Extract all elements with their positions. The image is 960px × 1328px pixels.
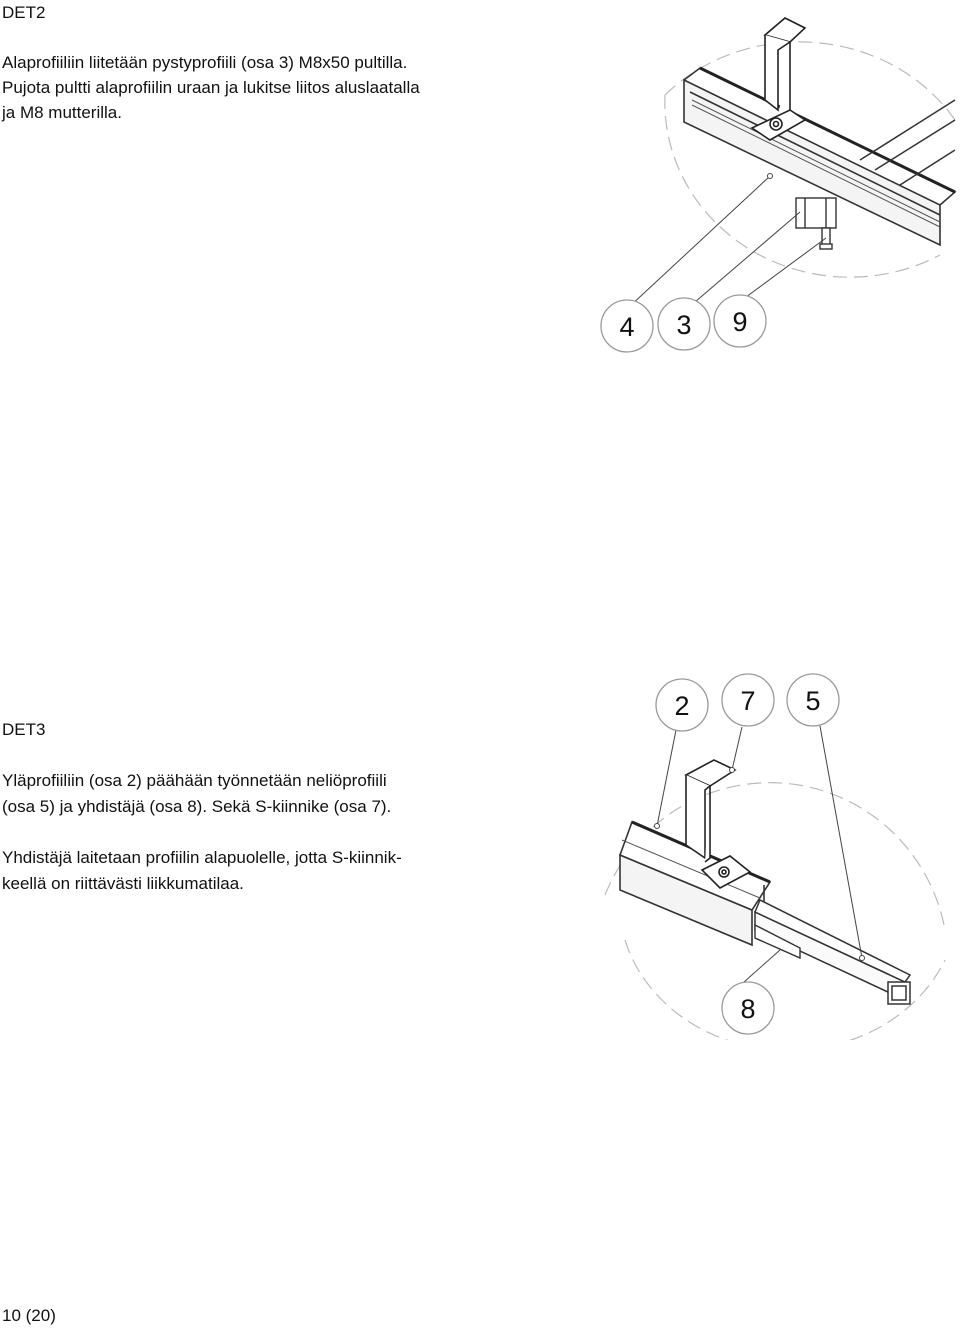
svg-text:7: 7 xyxy=(740,686,756,716)
det2-text-line: Alaprofiiliin liitetään pystyprofiili (osa 3) M8x50 pultilla. xyxy=(2,53,408,72)
det3-callout-2 xyxy=(656,679,708,731)
svg-text:2: 2 xyxy=(674,691,690,721)
svg-text:3: 3 xyxy=(676,310,692,340)
svg-text:9: 9 xyxy=(732,307,748,337)
det3-callout-7 xyxy=(722,674,774,726)
svg-text:8: 8 xyxy=(740,994,756,1024)
det3-text-line: Yläprofiiliin (osa 2) päähään työnnetään neliöprofiili xyxy=(2,771,387,790)
det3-text-line: (osa 5) ja yhdistäjä (osa 8). Sekä S-kiinnike (osa 7). xyxy=(2,797,392,816)
det3-callout-5 xyxy=(787,674,839,726)
svg-text:4: 4 xyxy=(619,312,635,342)
det3-callout-8 xyxy=(722,982,774,1034)
page-number: 10 (20) xyxy=(2,1306,56,1325)
det3-text-line: keellä on riittävästi liikkumatilaa. xyxy=(2,874,244,893)
det2-heading: DET2 xyxy=(2,3,46,22)
det2-text-line: Pujota pultti alaprofiilin uraan ja lukitse liitos aluslaatalla xyxy=(2,78,420,97)
svg-text:5: 5 xyxy=(805,686,821,716)
det3-text-line: Yhdistäjä laitetaan profiilin alapuolelle, jotta S-kiinnik- xyxy=(2,848,402,867)
det2-text-line: ja M8 mutterilla. xyxy=(2,103,122,122)
det3-heading: DET3 xyxy=(2,720,46,739)
